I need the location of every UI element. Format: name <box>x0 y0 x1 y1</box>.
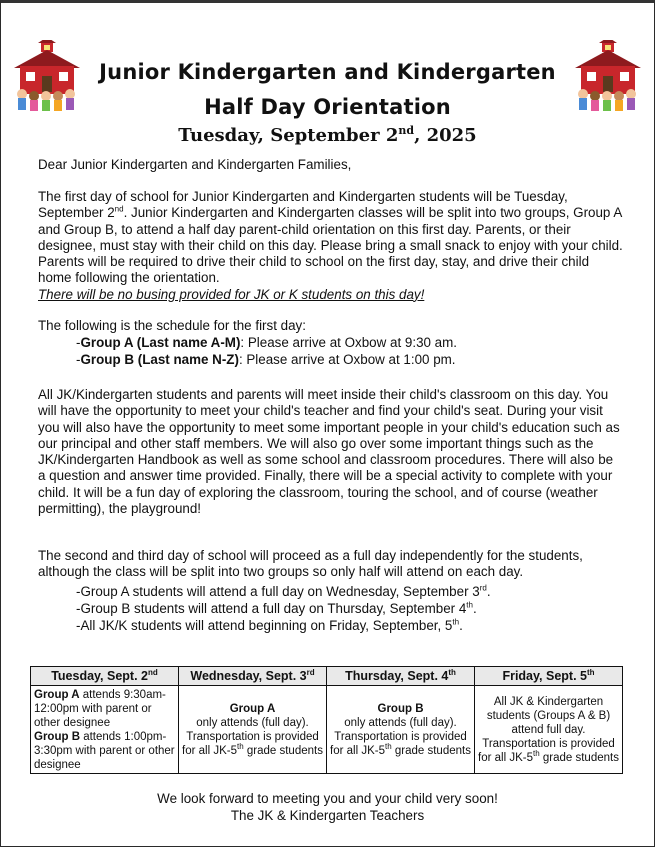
title-line-1: Junior Kindergarten and Kindergarten <box>99 60 556 84</box>
schedule-header-row <box>31 667 623 686</box>
closing <box>0 790 655 824</box>
cell-tuesday: Group A attends 9:30am-12:00pm with parent or other designee Group B attends 1:00pm-3:30pm with parent or other designee <box>31 686 179 774</box>
title-date: Tuesday, September 2nd, 2025 <box>178 124 477 146</box>
paragraph-full-days: The second and third day of school will proceed as a full day independently for the students, although the class will be split into two groups so only half will attend on each day. <box>38 548 583 580</box>
paragraph-classroom-visit: All JK/Kindergarten students and parents will meet inside their child's classroom on this day. You will have the opportunity to meet your child's teacher and find your child's seat. During your visit you will also have the opportunity to meet some important people in your child's education such as our principal and other staff members. We will also go over some important things such as the JK/Kindergarten Handbook as well as some school and classroom procedures. There will also be a question and answer time provided. Finally, there will be a special activity to complete with your child. It will be a fun day of exploring the classroom, touring the school, and of course (weather permitting), the playground! <box>38 387 620 517</box>
signature: The JK & Kindergarten Teachers <box>230 808 425 823</box>
cell-thursday: Group B only attends (full day). Transportation is provided for all JK-5th grade students <box>327 686 475 774</box>
paragraph-schedule-intro: The following is the schedule for the first day: <box>38 318 306 333</box>
bullet-group-a: -Group A students will attend a full day on Wednesday, September 3rd. <box>76 583 491 599</box>
schedule-table <box>30 666 623 774</box>
group-a-arrival: -Group A (Last name A-M): Please arrive at Oxbow at 9:30 am. <box>76 335 458 350</box>
greeting: Dear Junior Kindergarten and Kindergarten Families, <box>38 157 352 172</box>
schedule-body-row <box>31 686 623 774</box>
header-wednesday: Wednesday, Sept. 3rd <box>179 667 327 686</box>
cell-friday: All JK & Kindergarten students (Groups A & B) attend full day. Transportation is provided for all JK-5th grade students <box>475 686 623 774</box>
header-friday: Friday, Sept. 5th <box>475 667 623 686</box>
bullet-all-students: -All JK/K students will attend beginning on Friday, September, 5th. <box>76 617 463 633</box>
group-b-arrival: -Group B (Last name N-Z): Please arrive at Oxbow at 1:00 pm. <box>76 352 456 367</box>
header-thursday: Thursday, Sept. 4th <box>327 667 475 686</box>
paragraph-first-day: The first day of school for Junior Kindergarten and Kindergarten students will be Tuesday, September 2nd. Junior Kindergarten and Kindergarten classes will be split into two groups, Group A and Group B, to attend a half day parent-child orientation on this first day. Parents, or their designee, must stay with their child on this day. Please bring a small snack to enjoy with your child. Parents will be required to drive their child to school on the first day, stay, and drive their child home following the orientation. There will be no busing provided for JK or K students on this day! <box>38 189 623 302</box>
title-line-2: Half Day Orientation <box>204 95 451 119</box>
closing-line: We look forward to meeting you and your child very soon! <box>157 791 498 806</box>
no-busing-notice: There will be no busing provided for JK or K students on this day! <box>38 286 425 302</box>
header-tuesday: Tuesday, Sept. 2nd <box>31 667 179 686</box>
cell-wednesday: Group A only attends (full day). Transportation is provided for all JK-5th grade students <box>179 686 327 774</box>
bullet-group-b: -Group B students will attend a full day on Thursday, September 4th. <box>76 600 477 616</box>
